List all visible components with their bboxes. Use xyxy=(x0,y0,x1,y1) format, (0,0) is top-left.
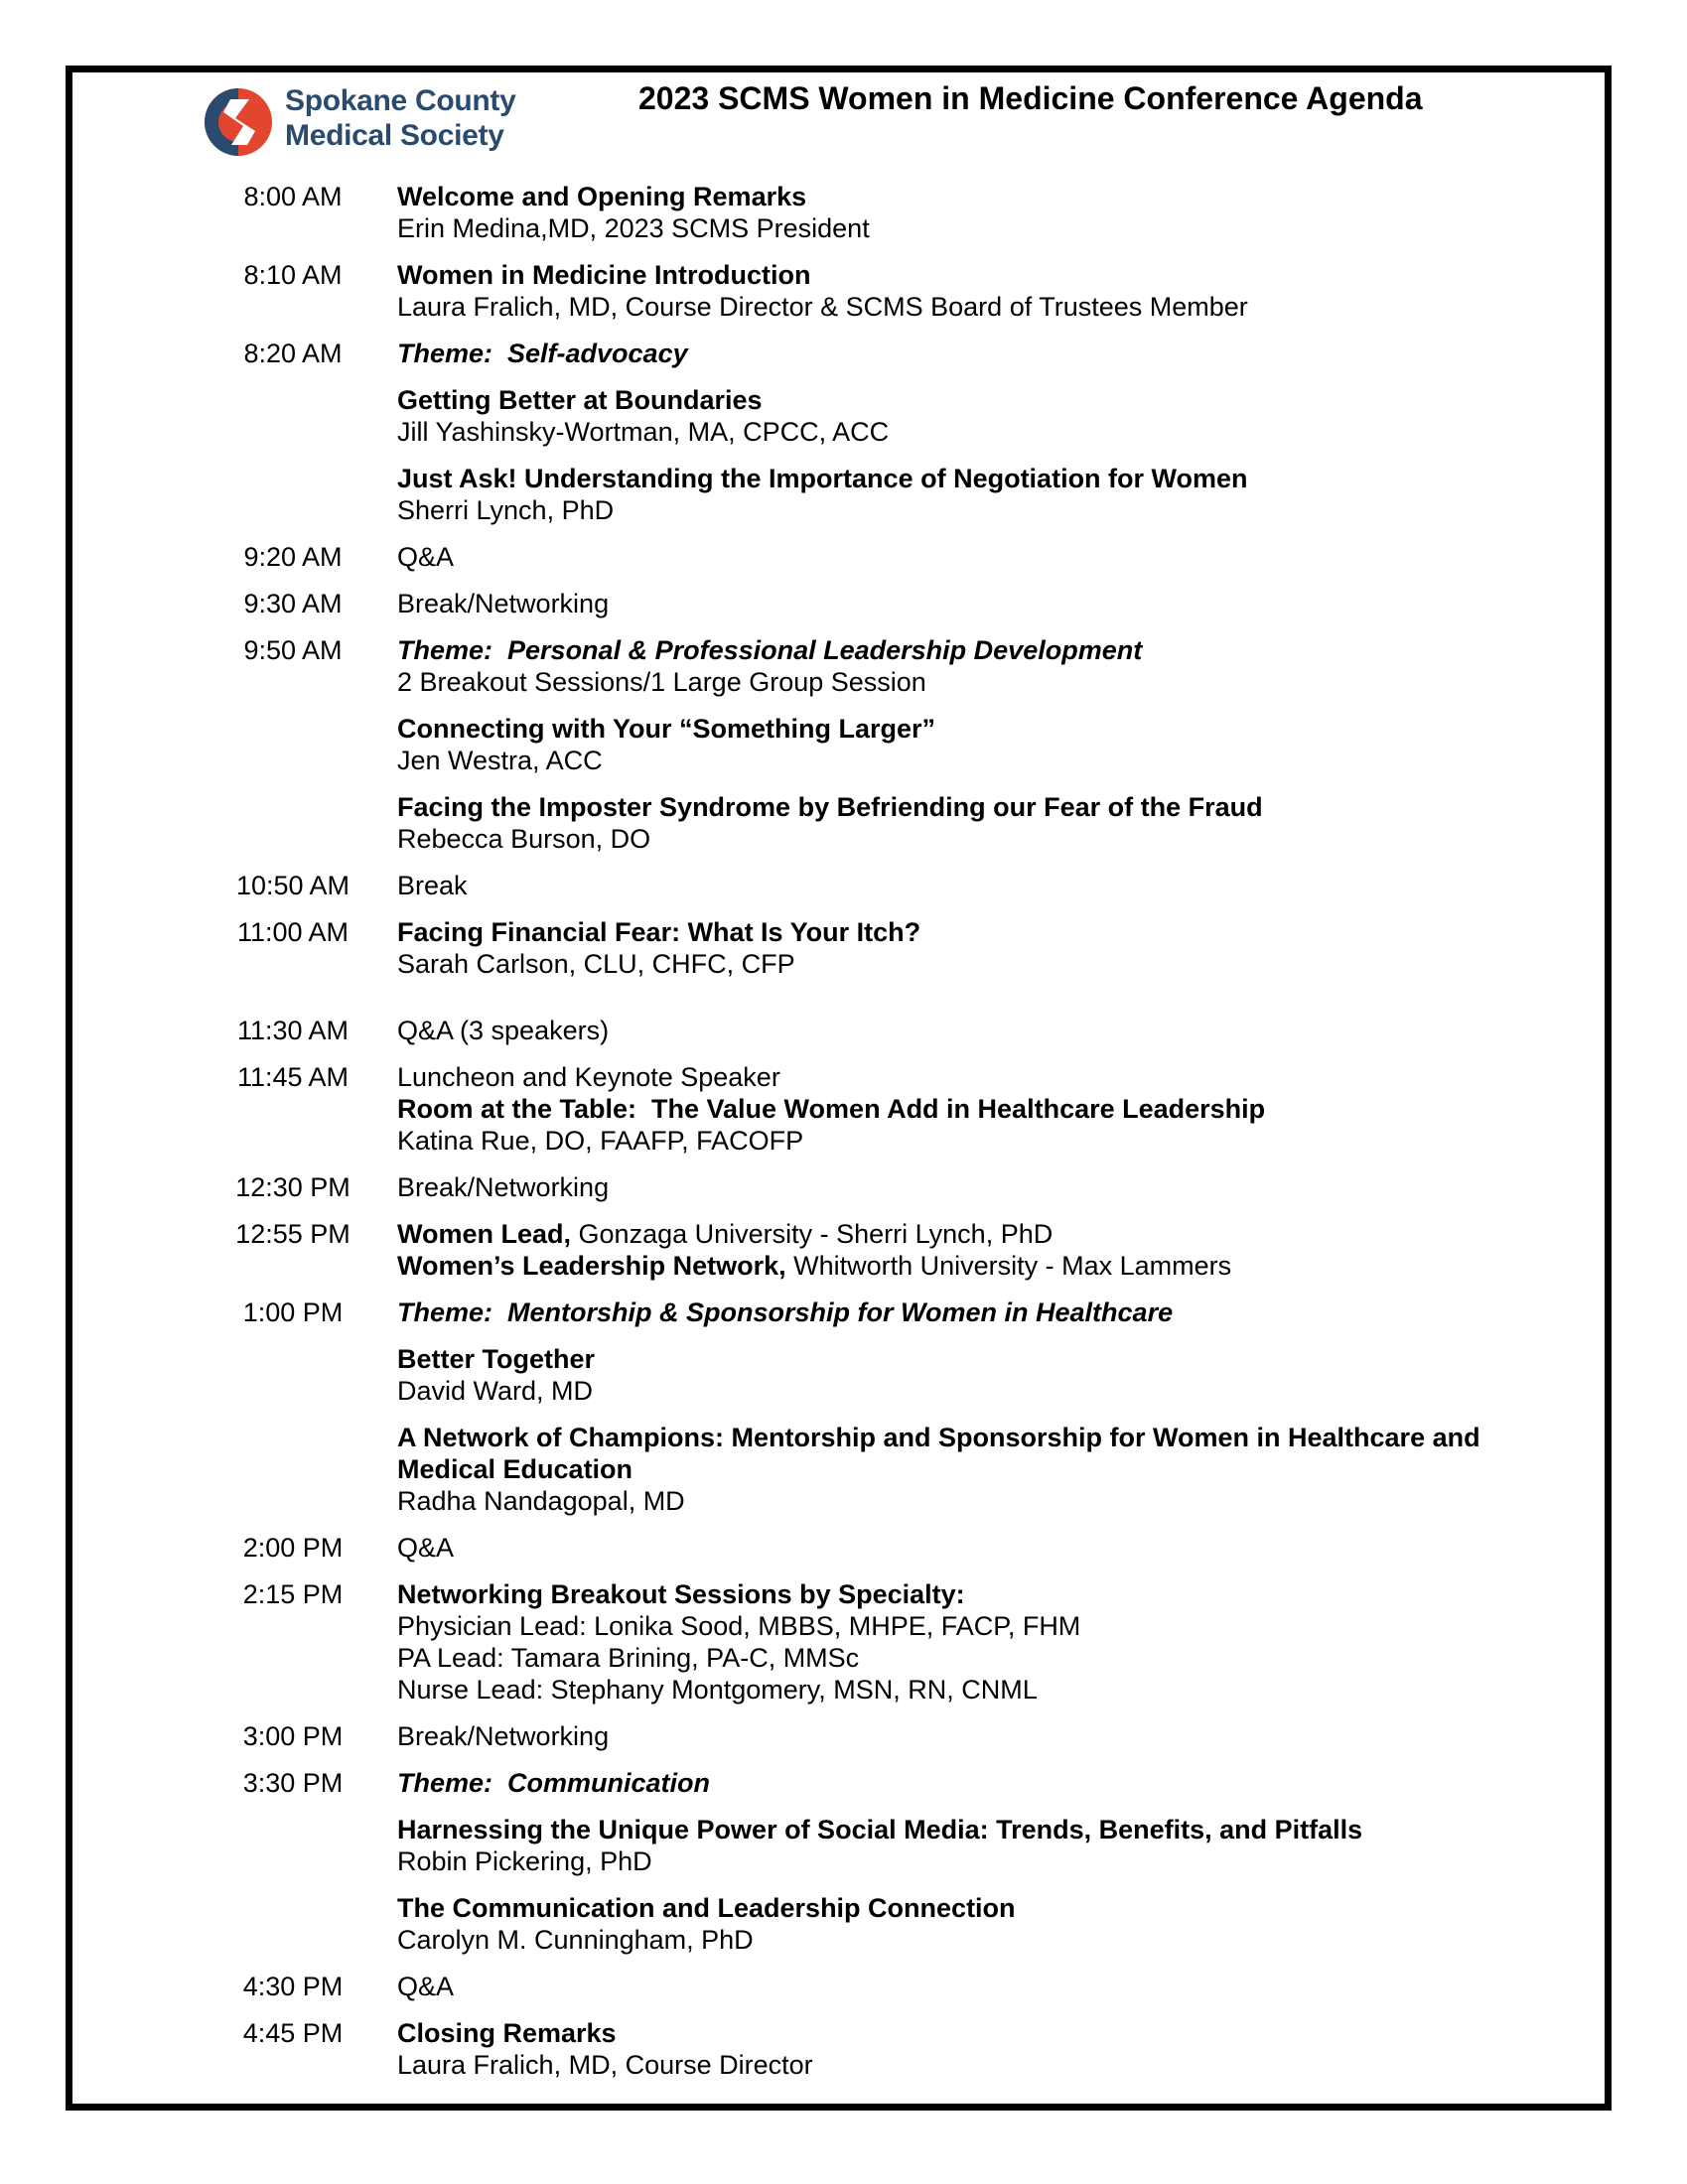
agenda-session xyxy=(397,384,1519,448)
agenda-content xyxy=(397,1015,1519,1046)
agenda-line: David Ward, MD xyxy=(397,1376,594,1406)
agenda-session xyxy=(397,588,1519,619)
agenda-line: Nurse Lead: Stephany Montgomery, MSN, RN, CNML xyxy=(397,1675,1038,1705)
session-title: Facing the Imposter Syndrome by Befriending our Fear of the Fraud xyxy=(397,792,1263,822)
agenda-line: Rebecca Burson, DO xyxy=(397,824,651,854)
agenda-item xyxy=(189,1218,1519,1282)
agenda-time: 3:00 PM xyxy=(242,1721,344,1751)
agenda-list xyxy=(189,181,1519,2096)
agenda-item xyxy=(189,588,1519,619)
agenda-time: 4:45 PM xyxy=(242,2018,344,2048)
agenda-item xyxy=(189,1297,1519,1517)
agenda-session xyxy=(397,1218,1519,1282)
agenda-line: Q&A (3 speakers) xyxy=(397,1016,610,1045)
agenda-content xyxy=(397,1971,1519,2002)
agenda-line: Robin Pickering, PhD xyxy=(397,1846,652,1876)
agenda-time: 12:30 PM xyxy=(235,1172,351,1202)
agenda-line: Break/Networking xyxy=(397,589,610,618)
agenda-line: Luncheon and Keynote Speaker xyxy=(397,1062,780,1092)
session-title: Just Ask! Understanding the Importance of Negotiation for Women xyxy=(397,464,1248,493)
agenda-session xyxy=(397,463,1519,526)
agenda-line-text: Whitworth University - Max Lammers xyxy=(785,1251,1232,1281)
session-title: Harnessing the Unique Power of Social Media: Trends, Benefits, and Pitfalls xyxy=(397,1815,1363,1844)
agenda-item xyxy=(189,1061,1519,1157)
agenda-time: 11:45 AM xyxy=(236,1062,350,1092)
agenda-line: Break/Networking xyxy=(397,1721,610,1751)
agenda-content xyxy=(397,870,1519,901)
agenda-line: Jill Yashinsky-Wortman, MA, CPCC, ACC xyxy=(397,417,890,447)
agenda-item xyxy=(189,2017,1519,2081)
agenda-content xyxy=(397,916,1519,980)
agenda-line: Physician Lead: Lonika Sood, MBBS, MHPE, FACP, FHM xyxy=(397,1611,1081,1641)
agenda-line: PA Lead: Tamara Brining, PA-C, MMSc xyxy=(397,1643,860,1673)
agenda-time: 12:55 PM xyxy=(235,1219,351,1249)
agenda-session xyxy=(397,541,1519,573)
agenda-line xyxy=(397,1218,1519,1250)
agenda-session xyxy=(397,1971,1519,2002)
agenda-line: Q&A xyxy=(397,1972,455,2001)
agenda-session xyxy=(397,870,1519,901)
agenda-session xyxy=(397,1422,1519,1517)
agenda-content xyxy=(397,541,1519,573)
agenda-line: Sarah Carlson, CLU, CHFC, CFP xyxy=(397,949,795,979)
agenda-session xyxy=(397,1814,1519,1877)
agenda-item xyxy=(189,634,1519,855)
agenda-time: 8:10 AM xyxy=(243,260,343,290)
agenda-time: 8:20 AM xyxy=(243,339,343,368)
agenda-session xyxy=(397,916,1519,980)
theme-heading: Theme: Personal & Professional Leadership Development xyxy=(397,635,1143,665)
agenda-line: Katina Rue, DO, FAAFP, FACOFP xyxy=(397,1126,804,1156)
agenda-content xyxy=(397,1297,1519,1517)
agenda-item xyxy=(189,1767,1519,1956)
agenda-item xyxy=(189,338,1519,526)
agenda-item xyxy=(189,1971,1519,2002)
agenda-session xyxy=(397,1578,1519,1706)
agenda-content xyxy=(397,2017,1519,2081)
agenda-item xyxy=(189,541,1519,573)
agenda-session xyxy=(397,1767,1519,1799)
agenda-line: Erin Medina,MD, 2023 SCMS President xyxy=(397,213,870,243)
agenda-time: 4:30 PM xyxy=(242,1972,344,2001)
agenda-line: Laura Fralich, MD, Course Director & SCMS Board of Trustees Member xyxy=(397,292,1248,322)
session-title: The Communication and Leadership Connection xyxy=(397,1893,1016,1923)
agenda-session xyxy=(397,634,1519,698)
agenda-line: Q&A xyxy=(397,542,455,572)
agenda-session xyxy=(397,1061,1519,1157)
agenda-item xyxy=(189,1720,1519,1752)
org-name-line2: Medical Society xyxy=(285,119,504,152)
agenda-line: Carolyn M. Cunningham, PhD xyxy=(397,1925,754,1955)
agenda-session xyxy=(397,1343,1519,1407)
page-title: 2023 SCMS Women in Medicine Conference Agenda xyxy=(638,80,1423,116)
agenda-line: Break xyxy=(397,871,468,900)
agenda-line: Q&A xyxy=(397,1533,455,1563)
agenda-line: 2 Breakout Sessions/1 Large Group Session xyxy=(397,667,926,697)
agenda-content xyxy=(397,1218,1519,1282)
agenda-content xyxy=(397,588,1519,619)
session-title: Welcome and Opening Remarks xyxy=(397,182,807,211)
agenda-time: 1:00 PM xyxy=(242,1297,344,1327)
document-header xyxy=(204,79,1494,165)
agenda-line xyxy=(397,1250,1519,1282)
session-title: Getting Better at Boundaries xyxy=(397,385,763,415)
agenda-item xyxy=(189,1532,1519,1564)
agenda-line-text: Gonzaga University - Sherri Lynch, PhD xyxy=(571,1219,1054,1249)
session-title: Women in Medicine Introduction xyxy=(397,260,811,290)
session-title: Facing Financial Fear: What Is Your Itch? xyxy=(397,917,921,947)
theme-heading: Theme: Mentorship & Sponsorship for Women in Healthcare xyxy=(397,1297,1174,1327)
session-title: Room at the Table: The Value Women Add in Healthcare Leadership xyxy=(397,1094,1266,1124)
agenda-session xyxy=(397,1015,1519,1046)
agenda-line-bold: Women’s Leadership Network, xyxy=(397,1251,786,1281)
agenda-content xyxy=(397,259,1519,323)
agenda-item xyxy=(189,870,1519,901)
agenda-item xyxy=(189,916,1519,980)
agenda-time: 3:30 PM xyxy=(242,1768,344,1798)
agenda-content xyxy=(397,1171,1519,1203)
agenda-item xyxy=(189,1015,1519,1046)
agenda-content xyxy=(397,1578,1519,1706)
agenda-content xyxy=(397,1532,1519,1564)
agenda-item xyxy=(189,259,1519,323)
agenda-content xyxy=(397,634,1519,855)
session-title: Closing Remarks xyxy=(397,2018,617,2048)
agenda-session xyxy=(397,259,1519,323)
theme-heading: Theme: Communication xyxy=(397,1768,711,1798)
agenda-session xyxy=(397,1720,1519,1752)
agenda-time: 8:00 AM xyxy=(243,182,343,211)
agenda-session xyxy=(397,1892,1519,1956)
agenda-time: 9:50 AM xyxy=(243,635,343,665)
agenda-content xyxy=(397,1767,1519,1956)
agenda-item xyxy=(189,181,1519,244)
agenda-time: 9:20 AM xyxy=(243,542,343,572)
agenda-line-bold: Women Lead, xyxy=(397,1219,572,1249)
agenda-time: 11:00 AM xyxy=(236,917,350,947)
scms-logo-icon xyxy=(204,79,273,165)
agenda-content xyxy=(397,1720,1519,1752)
agenda-session xyxy=(397,338,1519,369)
agenda-content xyxy=(397,1061,1519,1157)
session-title: Networking Breakout Sessions by Specialty: xyxy=(397,1579,965,1609)
agenda-session xyxy=(397,791,1519,855)
theme-heading: Theme: Self-advocacy xyxy=(397,339,688,368)
agenda-item xyxy=(189,1171,1519,1203)
session-title: A Network of Champions: Mentorship and Sponsorship for Women in Healthcare and xyxy=(397,1423,1480,1452)
session-title: Medical Education xyxy=(397,1454,633,1484)
session-title: Connecting with Your “Something Larger” xyxy=(397,714,936,744)
agenda-line: Sherri Lynch, PhD xyxy=(397,495,615,525)
agenda-session xyxy=(397,713,1519,776)
agenda-session xyxy=(397,1532,1519,1564)
agenda-line: Radha Nandagopal, MD xyxy=(397,1486,685,1516)
agenda-time: 2:00 PM xyxy=(242,1533,344,1563)
agenda-content xyxy=(397,338,1519,526)
org-name-line1: Spokane County xyxy=(285,84,516,117)
agenda-line: Jen Westra, ACC xyxy=(397,746,603,775)
agenda-session xyxy=(397,181,1519,244)
agenda-session xyxy=(397,1297,1519,1328)
agenda-line: Laura Fralich, MD, Course Director xyxy=(397,2050,813,2080)
agenda-time: 10:50 AM xyxy=(235,871,351,900)
agenda-time: 2:15 PM xyxy=(242,1579,344,1609)
session-title: Better Together xyxy=(397,1344,596,1374)
agenda-session xyxy=(397,2017,1519,2081)
agenda-time: 9:30 AM xyxy=(243,589,343,618)
organization-name xyxy=(285,83,516,153)
agenda-time: 11:30 AM xyxy=(236,1016,350,1045)
agenda-content xyxy=(397,181,1519,244)
agenda-item xyxy=(189,1578,1519,1706)
agenda-line: Break/Networking xyxy=(397,1172,610,1202)
agenda-session xyxy=(397,1171,1519,1203)
